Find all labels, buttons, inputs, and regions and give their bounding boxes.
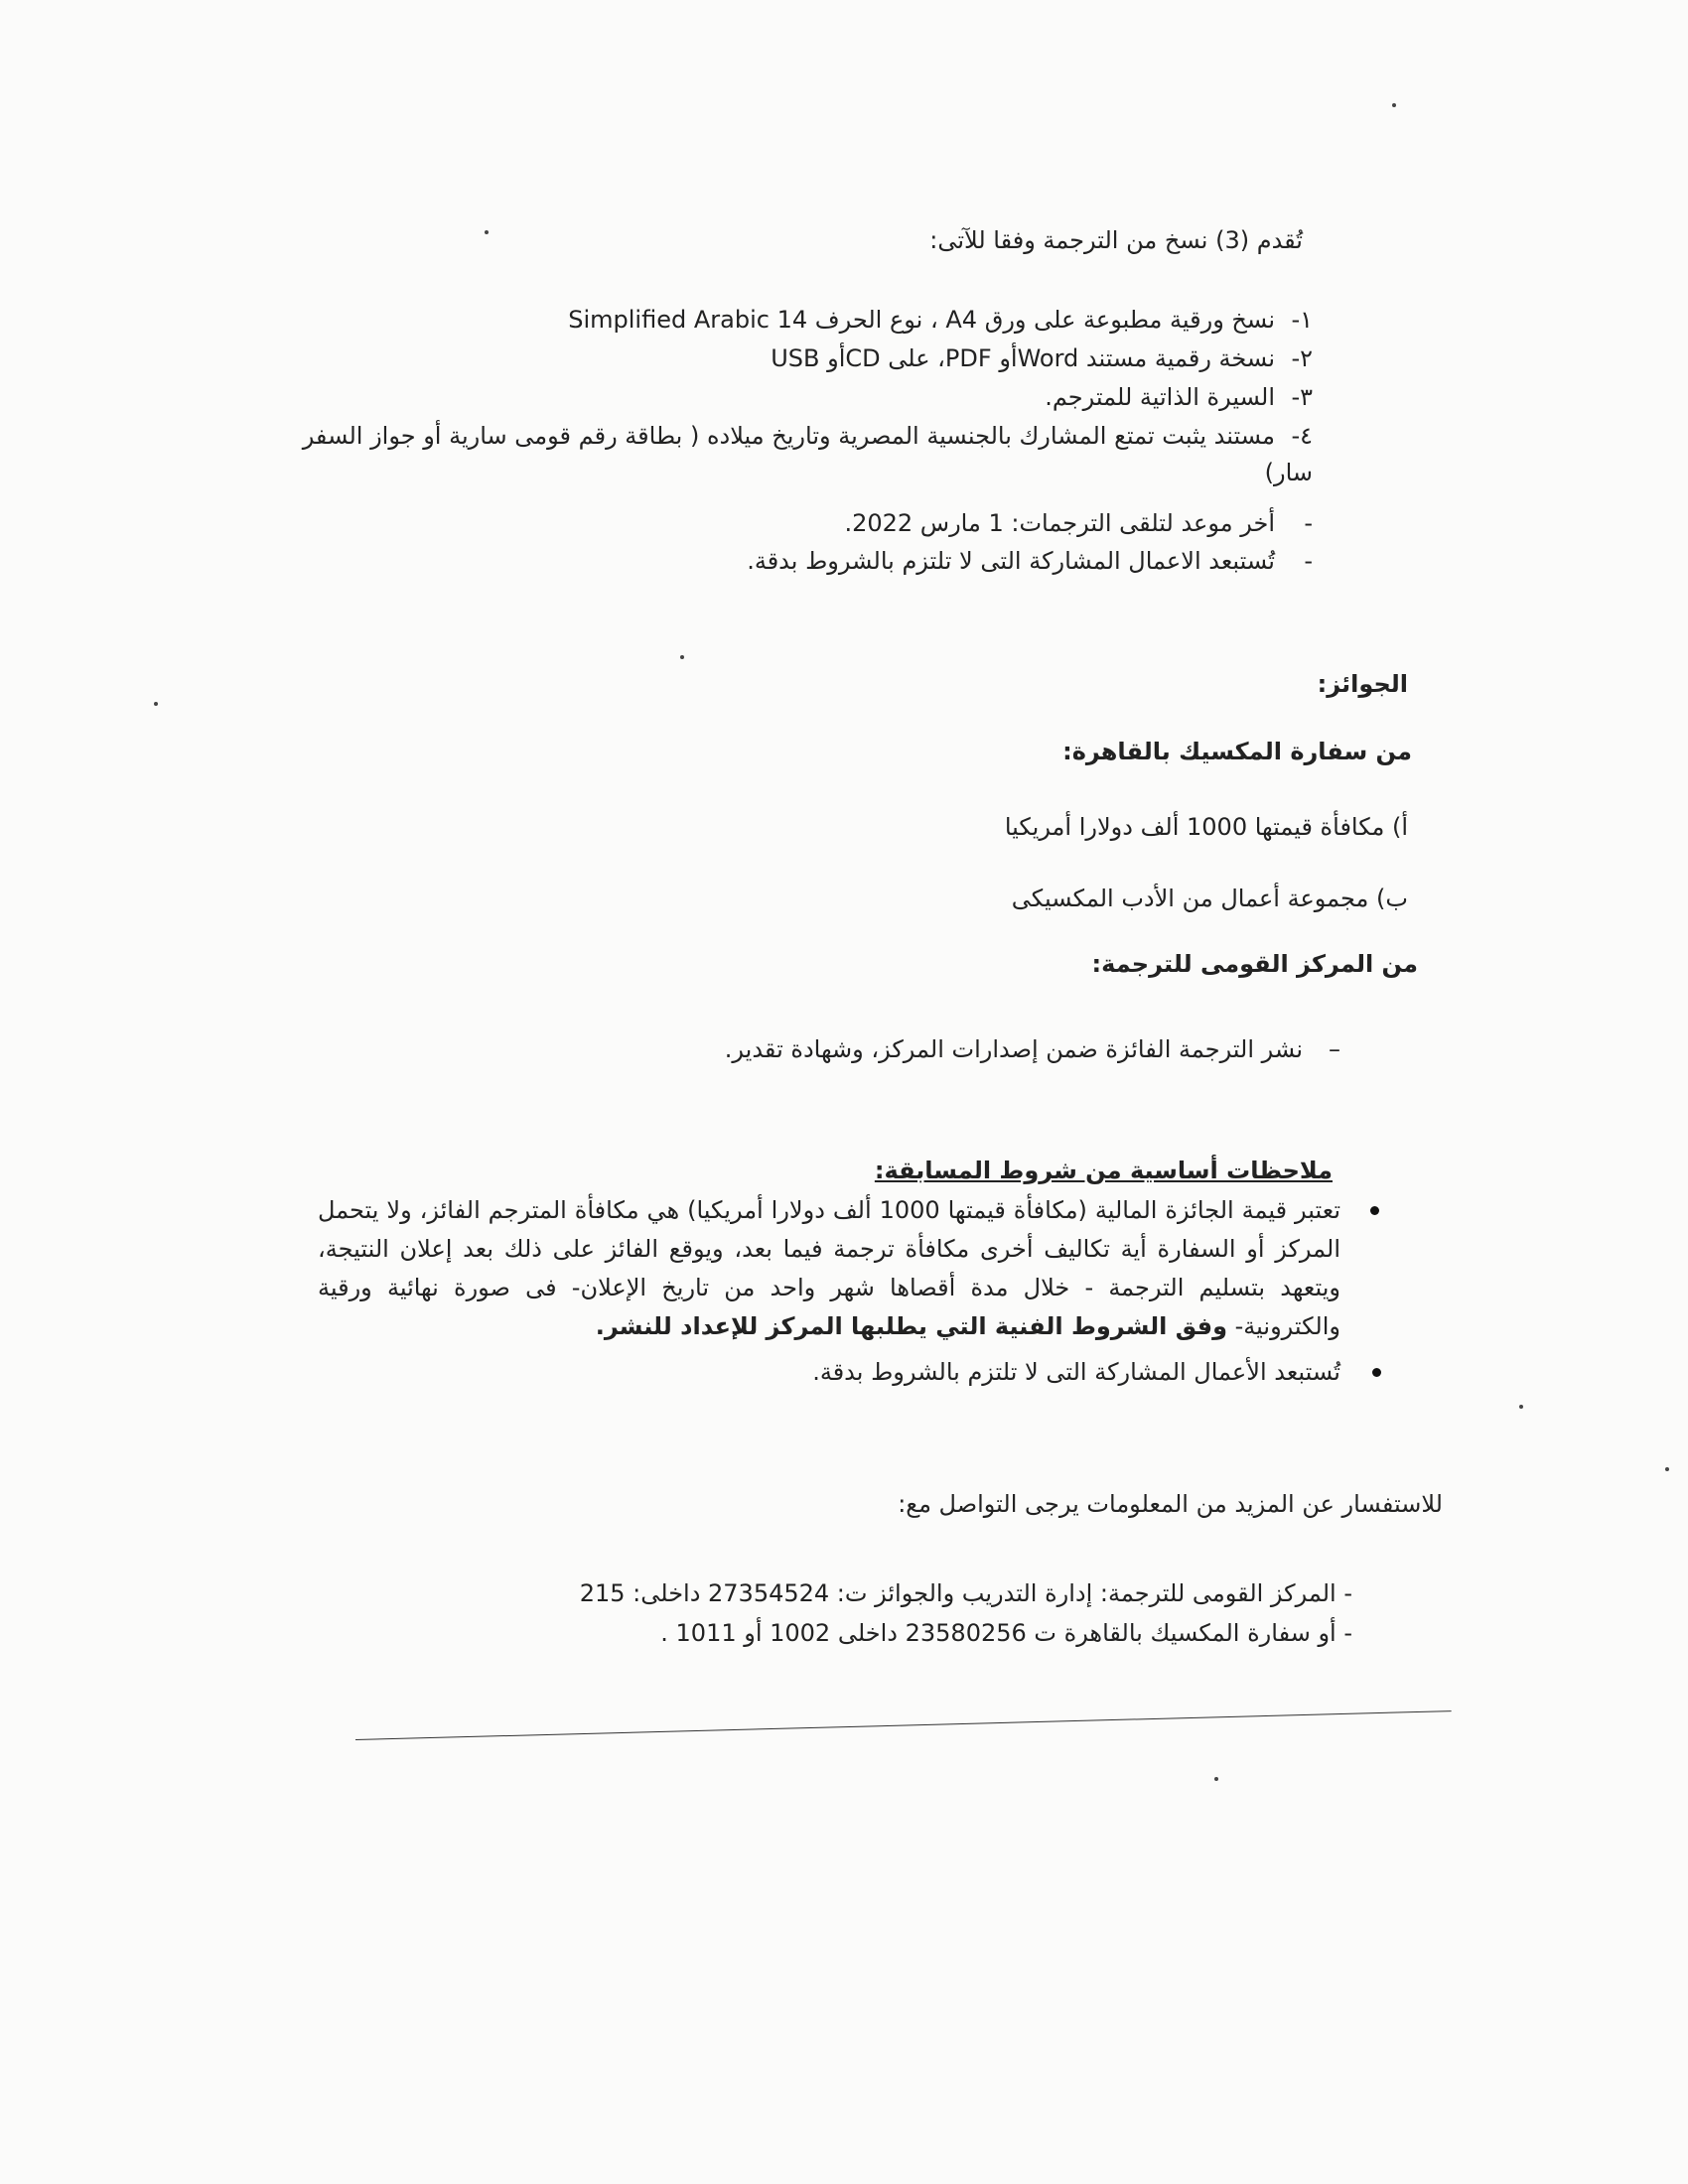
center-prize-text: نشر الترجمة الفائزة ضمن إصدارات المركز، وشهادة تقدير. (724, 1035, 1303, 1063)
mexico-prize-item-a: أ) مكافأة قيمتها 1000 ألف دولارا أمريكيا (1004, 813, 1408, 841)
requirement-text: نسخ ورقية مطبوعة على ورق A4 ، نوع الحرف Simplified Arabic 14 (568, 306, 1275, 334)
exclusion-text: تُستبعد الاعمال المشاركة التى لا تلتزم بالشروط بدقة. (747, 547, 1275, 575)
requirement-item-4 (303, 417, 1313, 455)
prizes-heading: الجوائز: (1317, 670, 1408, 698)
note-item-2: تُستبعد الأعمال المشاركة التى لا تلتزم بالشروط بدقة. (812, 1358, 1340, 1386)
requirement-marker: ٢- (1291, 344, 1313, 372)
dash-marker: - (1304, 509, 1313, 537)
deadline-text: أخر موعد لتلقى الترجمات: 1 مارس 2022. (844, 509, 1275, 537)
requirement-item-3 (1045, 378, 1313, 416)
scan-speck (1519, 1405, 1523, 1409)
scan-speck (1665, 1467, 1669, 1471)
mexico-embassy-heading: من سفارة المكسيك بالقاهرة: (1062, 738, 1412, 765)
contact-line-center: - المركز القومى للترجمة: إدارة التدريب والجوائز ت: 27354524 داخلى: 215 (579, 1579, 1352, 1607)
contact-line-embassy: - أو سفارة المكسيك بالقاهرة ت 23580256 داخلى 1002 أو 1011 . (660, 1619, 1352, 1647)
note-text: تعتبر قيمة الجائزة المالية (مكافأة قيمتها 1000 ألف دولارا أمريكيا) هي مكافأة المترجم الفائز، ولا يتحمل المركز أو السفارة أية تكاليف أخرى مكافأة ترجمة فيما بعد، ويوقع الفائز على ذلك بعد إعلان النتيجة، ويتعهد بتسليم الترجمة - خلال مدة أقصاها شهر واحد من تاريخ الإعلان- فى صورة نهائية ورقية والكترونية- (318, 1196, 1340, 1340)
bottom-divider (355, 1710, 1452, 1740)
scan-speck (485, 230, 489, 234)
contact-intro: للاستفسار عن المزيد من المعلومات يرجى التواصل مع: (898, 1490, 1443, 1518)
bullet-icon (1370, 1206, 1379, 1215)
translation-center-heading: من المركز القومى للترجمة: (1091, 950, 1418, 978)
notes-heading: ملاحظات أساسية من شروط المسابقة: (874, 1157, 1333, 1184)
scan-speck (1392, 103, 1396, 107)
scan-speck (680, 655, 684, 659)
center-prize-item (725, 1030, 1340, 1068)
note-item-1 (318, 1191, 1340, 1346)
dash-marker: – (1329, 1035, 1340, 1063)
requirement-marker: ٣- (1291, 383, 1313, 411)
scan-speck (1214, 1777, 1218, 1781)
requirement-text: مستند يثبت تمتع المشارك بالجنسية المصرية وتاريخ ميلاده ( بطاقة رقم قومى سارية أو جواز السفر (302, 422, 1275, 450)
scan-speck (154, 702, 158, 706)
intro-text: تُقدم (3) نسخ من الترجمة وفقا للآتى: (929, 226, 1303, 254)
requirement-marker: ١- (1291, 306, 1313, 334)
requirement-text: نسخة رقمية مستند Wordأو PDF، على CDأو USB (771, 344, 1275, 372)
requirement-text: السيرة الذاتية للمترجم. (1045, 383, 1275, 411)
deadline-item (844, 504, 1313, 542)
note-bold-text: وفق الشروط الفنية التي يطلبها المركز للإعداد للنشر. (595, 1312, 1227, 1340)
exclusion-item (747, 542, 1313, 580)
dash-marker: - (1304, 547, 1313, 575)
requirement-item-2 (771, 340, 1313, 377)
bullet-icon (1372, 1368, 1381, 1377)
mexico-prize-item-b: ب) مجموعة أعمال من الأدب المكسيكى (1011, 885, 1408, 912)
requirement-marker: ٤- (1291, 422, 1313, 450)
requirement-item-1 (568, 301, 1313, 339)
requirement-item-4-continuation: سار) (1264, 459, 1313, 486)
